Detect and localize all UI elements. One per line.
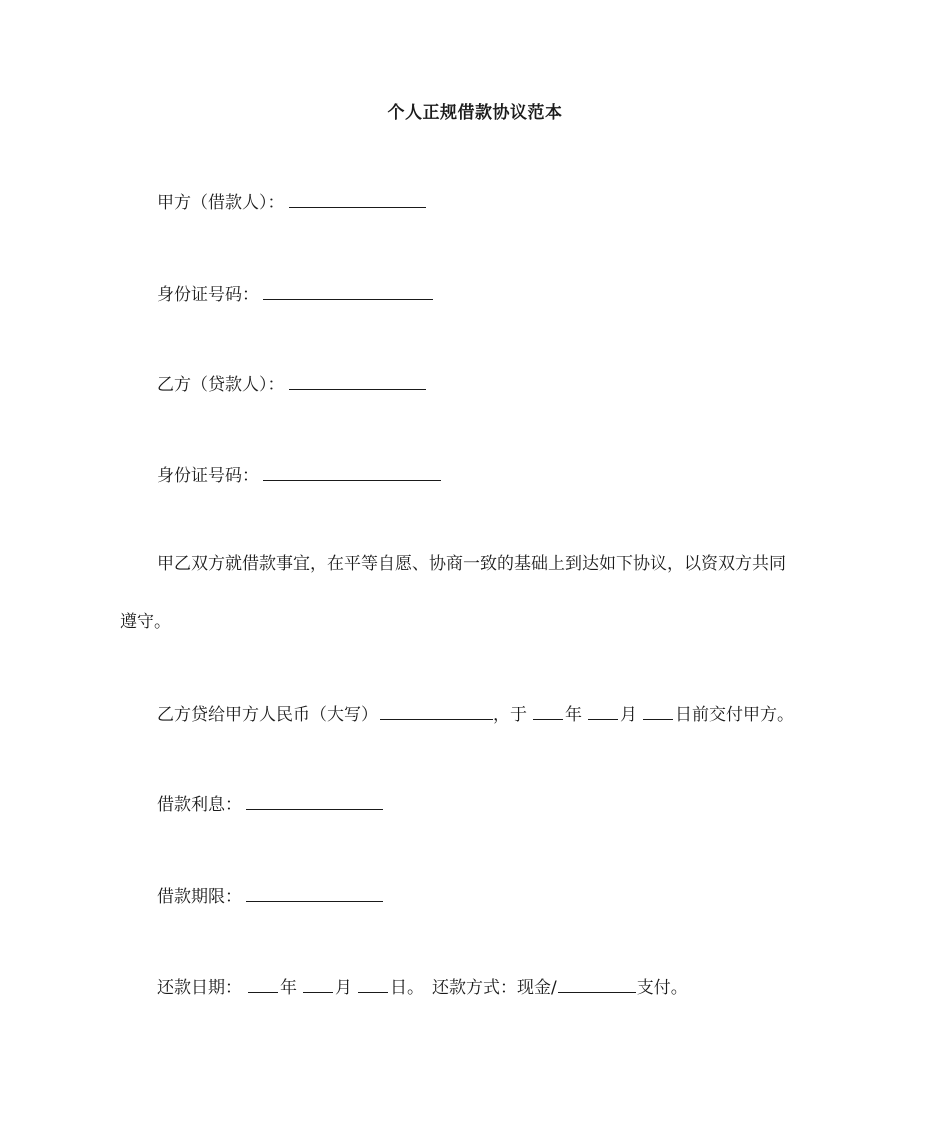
term-label: 借款期限： <box>157 887 242 907</box>
agreement-text-1: 甲乙双方就借款事宜，在平等自愿、协商一致的基础上到达如下协议，以资双方共同 <box>157 554 786 574</box>
repay-method-suffix: 支付。 <box>636 978 688 998</box>
party-b-id-blank <box>263 462 441 481</box>
party-b-blank <box>289 371 426 390</box>
repay-month-blank <box>303 974 333 993</box>
loan-suffix: 日前交付甲方。 <box>675 705 794 725</box>
party-a-id-blank <box>263 281 433 300</box>
term-blank <box>246 883 383 902</box>
party-a-id-line <box>157 281 433 307</box>
loan-prefix: 乙方贷给甲方人民币（大写） <box>157 705 378 725</box>
loan-line <box>157 701 794 727</box>
agreement-line-1 <box>157 552 786 576</box>
repay-date-label: 还款日期： <box>157 978 242 998</box>
party-b-label: 乙方（贷款人）： <box>157 375 285 395</box>
term-line <box>157 883 383 909</box>
repay-method-label: 还款方式：现金/ <box>432 978 557 998</box>
party-b-line <box>157 371 426 397</box>
party-a-line <box>157 189 426 215</box>
repay-year-label: 年 <box>280 978 297 998</box>
repay-day-suffix: 日。 <box>390 978 424 998</box>
party-a-id-label: 身份证号码： <box>157 285 259 305</box>
repay-method-blank <box>558 974 636 993</box>
party-a-blank <box>289 189 426 208</box>
document-title: 个人正规借款协议范本 <box>387 103 563 123</box>
agreement-text-2: 遵守。 <box>120 612 171 632</box>
loan-day-blank <box>643 701 673 720</box>
repay-year-blank <box>248 974 278 993</box>
repay-month-label: 月 <box>335 978 352 998</box>
loan-month-blank <box>588 701 618 720</box>
party-b-id-label: 身份证号码： <box>157 466 259 486</box>
repay-day-blank <box>358 974 388 993</box>
loan-year-blank <box>533 701 563 720</box>
interest-blank <box>246 791 383 810</box>
interest-label: 借款利息： <box>157 795 242 815</box>
loan-month-label: 月 <box>620 705 637 725</box>
interest-line <box>157 791 383 817</box>
loan-year-label: 年 <box>565 705 582 725</box>
repay-line <box>157 974 688 1000</box>
party-b-id-line <box>157 462 441 488</box>
party-a-label: 甲方（借款人）： <box>157 193 285 213</box>
loan-comma: ，于 <box>493 705 527 725</box>
loan-amount-blank <box>380 701 493 720</box>
agreement-line-2 <box>120 610 171 634</box>
